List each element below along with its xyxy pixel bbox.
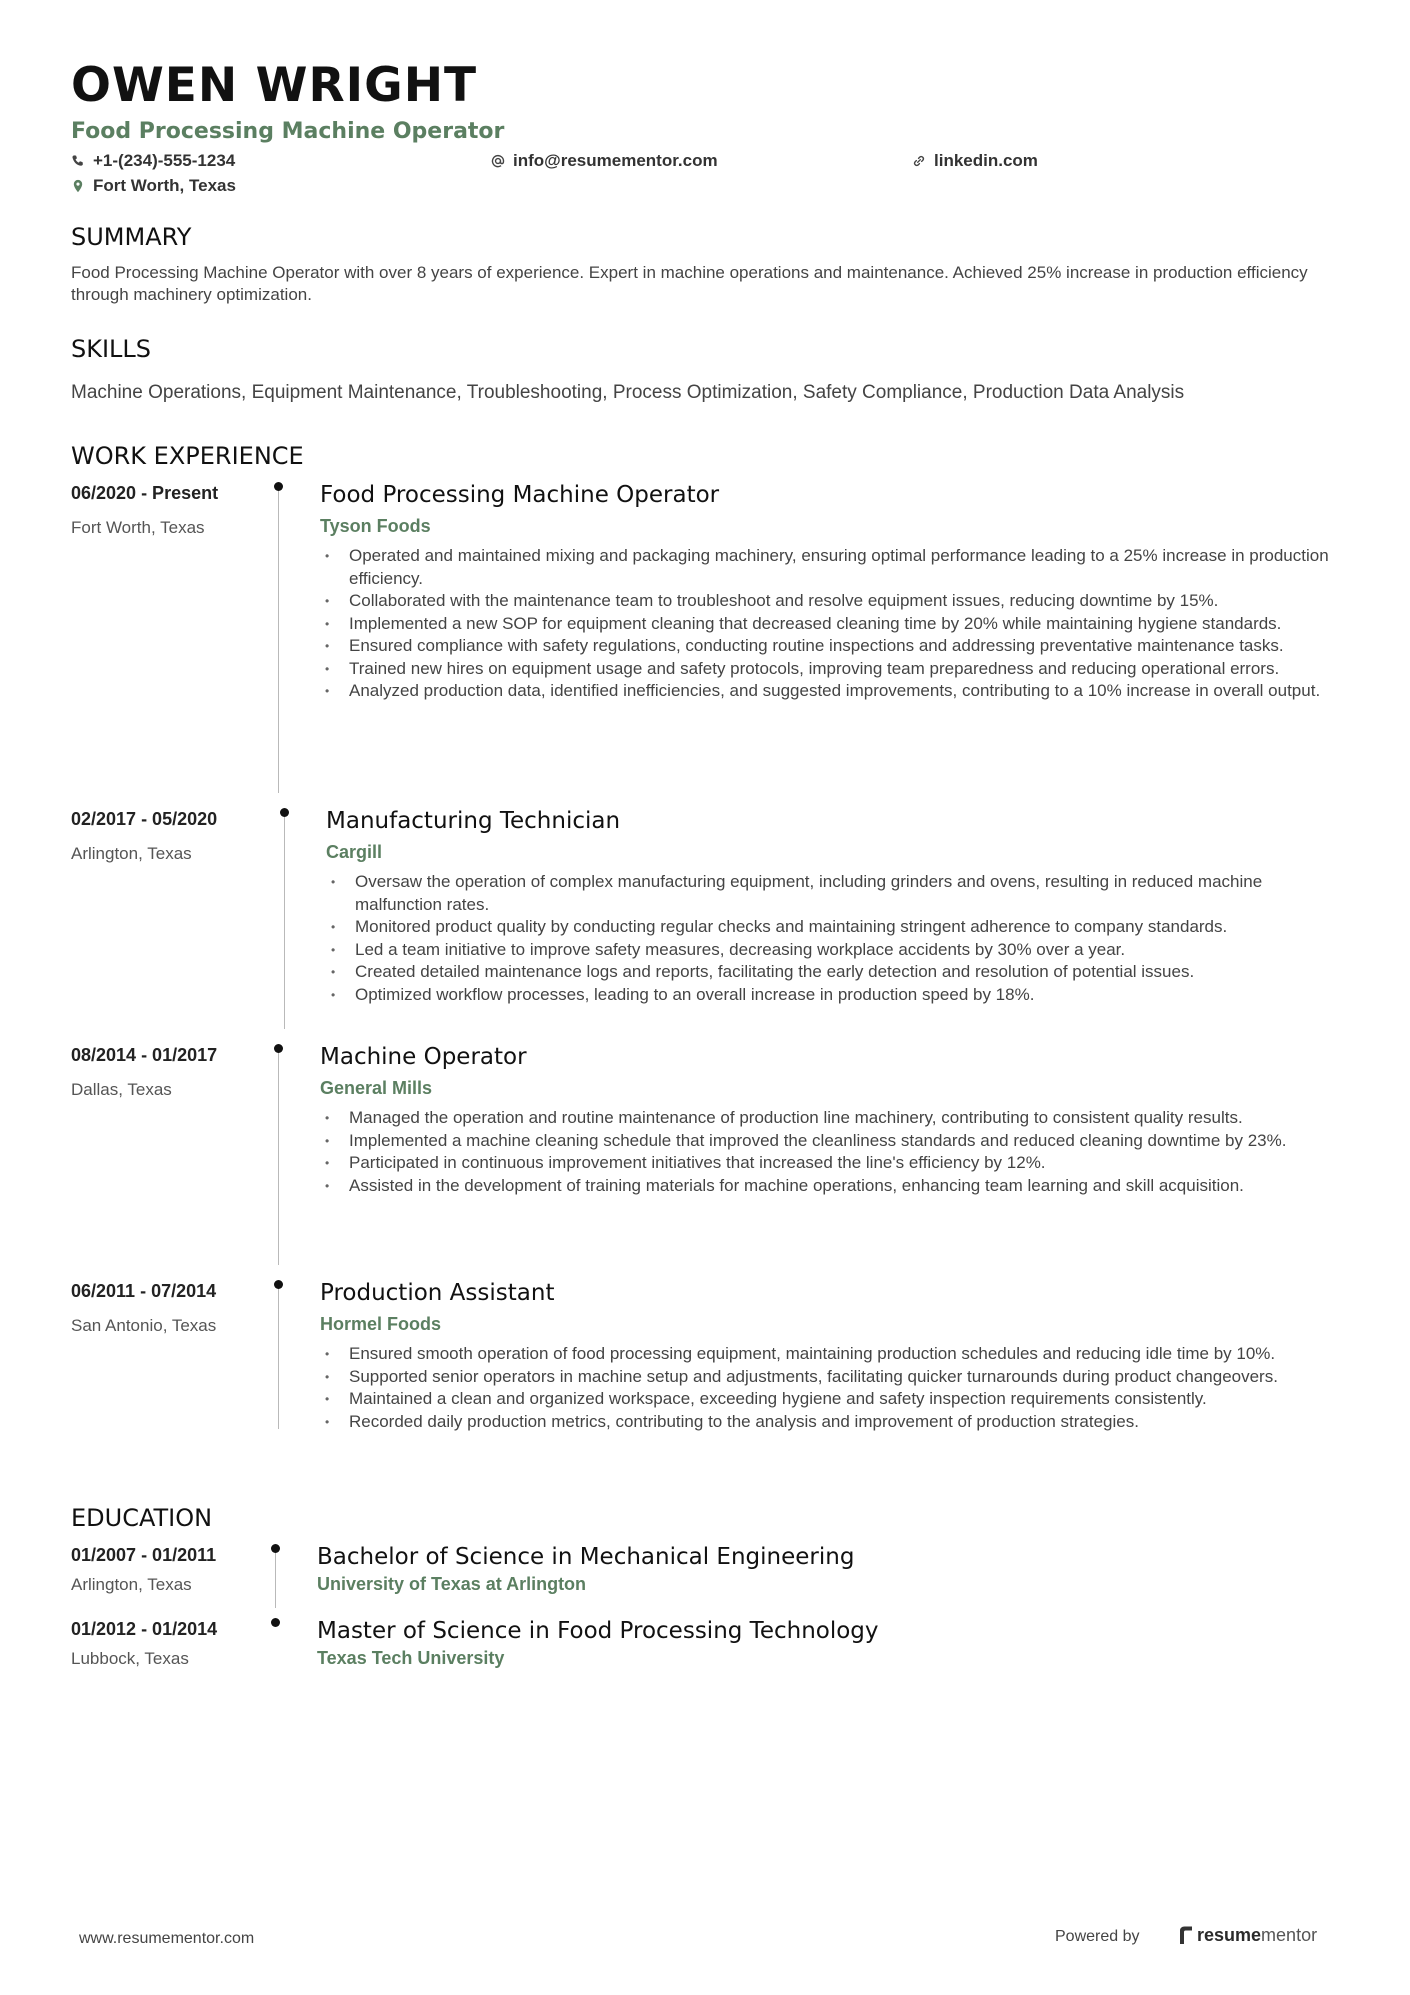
- candidate-name: OWEN WRIGHT: [71, 58, 478, 113]
- list-item: • Maintained a clean and organized workspace, exceeding hygiene and safety inspection requirements consistently.: [320, 1388, 1350, 1411]
- job-dates: 06/2020 - Present: [71, 483, 219, 503]
- list-item: • Supported senior operators in machine setup and adjustments, facilitating quicker turnarounds during product changeovers.: [320, 1366, 1350, 1389]
- list-item: • Operated and maintained mixing and packaging machinery, ensuring optimal performance leading to a 25% increase in production efficiency.: [320, 545, 1350, 590]
- job-title: Manufacturing Technician: [326, 808, 621, 834]
- timeline-dot: [274, 1044, 283, 1053]
- job-bullets: [320, 1343, 1350, 1433]
- summary-text: Food Processing Machine Operator with over 8 years of experience. Expert in machine operations and maintenance. Achieved 25% increase in production efficiency through machinery optimization.: [71, 263, 1308, 304]
- contact-location: [71, 175, 236, 197]
- list-item: • Participated in continuous improvement initiatives that increased the line's efficiency by 12%.: [320, 1152, 1350, 1175]
- list-item: • Oversaw the operation of complex manufacturing equipment, including grinders and ovens, resulting in reduced machine malfunction rates.: [326, 871, 1350, 916]
- list-item: • Implemented a machine cleaning schedule that improved the cleanliness standards and reduced cleaning downtime by 23%.: [320, 1130, 1350, 1153]
- job-location: San Antonio, Texas: [71, 1316, 217, 1335]
- timeline-dot: [274, 482, 283, 491]
- job-location: Dallas, Texas: [71, 1080, 172, 1099]
- job-bullets: [326, 871, 1350, 1006]
- resumementor-logo-icon: [1178, 1925, 1194, 1945]
- linkedin-text: linkedin.com: [934, 151, 1038, 170]
- edu-degree: Master of Science in Food Processing Technology: [317, 1618, 879, 1644]
- job-dates: 02/2017 - 05/2020: [71, 809, 218, 829]
- experience-heading: WORK EXPERIENCE: [71, 442, 304, 470]
- edu-school: University of Texas at Arlington: [317, 1574, 587, 1594]
- timeline-line: [284, 814, 285, 1029]
- job-company: Tyson Foods: [320, 516, 431, 536]
- job-title: Production Assistant: [320, 1280, 555, 1306]
- job-dates: 08/2014 - 01/2017: [71, 1045, 218, 1065]
- job-location: Arlington, Texas: [71, 844, 192, 863]
- job-company: Hormel Foods: [320, 1314, 442, 1334]
- location-text: Fort Worth, Texas: [93, 176, 236, 195]
- list-item: • Trained new hires on equipment usage and safety protocols, improving team preparedness and reducing operational errors.: [320, 658, 1350, 681]
- edu-location: Arlington, Texas: [71, 1575, 192, 1594]
- candidate-title: Food Processing Machine Operator: [71, 119, 505, 144]
- list-item: • Managed the operation and routine maintenance of production line machinery, contributing to consistent quality results.: [320, 1107, 1350, 1130]
- edu-location: Lubbock, Texas: [71, 1649, 189, 1668]
- list-item: • Implemented a new SOP for equipment cleaning that decreased cleaning time by 20% while maintaining hygiene standards.: [320, 613, 1350, 636]
- timeline-line: [278, 488, 279, 793]
- timeline-line: [275, 1550, 276, 1608]
- phone-text: +1-(234)-555-1234: [93, 151, 236, 170]
- contact-email[interactable]: [491, 150, 718, 172]
- job-company: Cargill: [326, 842, 383, 862]
- edu-school: Texas Tech University: [317, 1648, 505, 1668]
- link-icon: [912, 154, 926, 168]
- brand-part-2: mentor: [1261, 1925, 1318, 1945]
- timeline-line: [278, 1050, 279, 1265]
- timeline-line: [278, 1286, 279, 1429]
- edu-degree: Bachelor of Science in Mechanical Engineering: [317, 1544, 855, 1570]
- job-dates: 06/2011 - 07/2014: [71, 1281, 217, 1301]
- contact-linkedin[interactable]: [912, 150, 1038, 172]
- phone-icon: [71, 154, 85, 168]
- footer-brand-logo[interactable]: [1178, 1925, 1317, 1946]
- email-text: info@resumementor.com: [513, 151, 718, 170]
- contact-phone[interactable]: [71, 150, 235, 172]
- list-item: • Recorded daily production metrics, contributing to the analysis and improvement of production strategies.: [320, 1411, 1350, 1434]
- list-item: • Monitored product quality by conducting regular checks and maintaining stringent adherence to company standards.: [326, 916, 1350, 939]
- job-bullets: [320, 545, 1350, 703]
- job-title: Food Processing Machine Operator: [320, 482, 720, 508]
- skills-text: Machine Operations, Equipment Maintenance, Troubleshooting, Process Optimization, Safety Compliance, Production Data Analysis: [71, 382, 1185, 403]
- education-heading: EDUCATION: [71, 1504, 213, 1532]
- timeline-dot: [280, 808, 289, 817]
- location-pin-icon: [71, 179, 85, 193]
- list-item: • Assisted in the development of training materials for machine operations, enhancing team learning and skill acquisition.: [320, 1175, 1350, 1198]
- job-company: General Mills: [320, 1078, 433, 1098]
- list-item: • Collaborated with the maintenance team to troubleshoot and resolve equipment issues, reducing downtime by 15%.: [320, 590, 1350, 613]
- timeline-dot: [274, 1280, 283, 1289]
- timeline-dot: [271, 1544, 280, 1553]
- list-item: • Created detailed maintenance logs and reports, facilitating the early detection and resolution of potential issues.: [326, 961, 1350, 984]
- edu-dates: 01/2012 - 01/2014: [71, 1619, 218, 1639]
- list-item: • Analyzed production data, identified inefficiencies, and suggested improvements, contributing to a 10% increase in overall output.: [320, 680, 1350, 703]
- job-title: Machine Operator: [320, 1044, 527, 1070]
- list-item: • Ensured compliance with safety regulations, conducting routine inspections and addressing preventative maintenance tasks.: [320, 635, 1350, 658]
- list-item: • Led a team initiative to improve safety measures, decreasing workplace accidents by 30% over a year.: [326, 939, 1350, 962]
- footer-website[interactable]: www.resumementor.com: [79, 1930, 255, 1947]
- brand-part-1: resume: [1197, 1925, 1262, 1945]
- summary-heading: SUMMARY: [71, 223, 192, 251]
- list-item: • Optimized workflow processes, leading to an overall increase in production speed by 18%.: [326, 984, 1350, 1007]
- job-bullets: [320, 1107, 1350, 1197]
- edu-dates: 01/2007 - 01/2011: [71, 1545, 217, 1565]
- list-item: • Ensured smooth operation of food processing equipment, maintaining production schedules and reducing idle time by 10%.: [320, 1343, 1350, 1366]
- timeline-dot: [271, 1618, 280, 1627]
- at-sign-icon: [491, 154, 505, 168]
- skills-heading: SKILLS: [71, 335, 152, 363]
- job-location: Fort Worth, Texas: [71, 518, 205, 537]
- footer-powered-by: Powered by: [1055, 1928, 1140, 1945]
